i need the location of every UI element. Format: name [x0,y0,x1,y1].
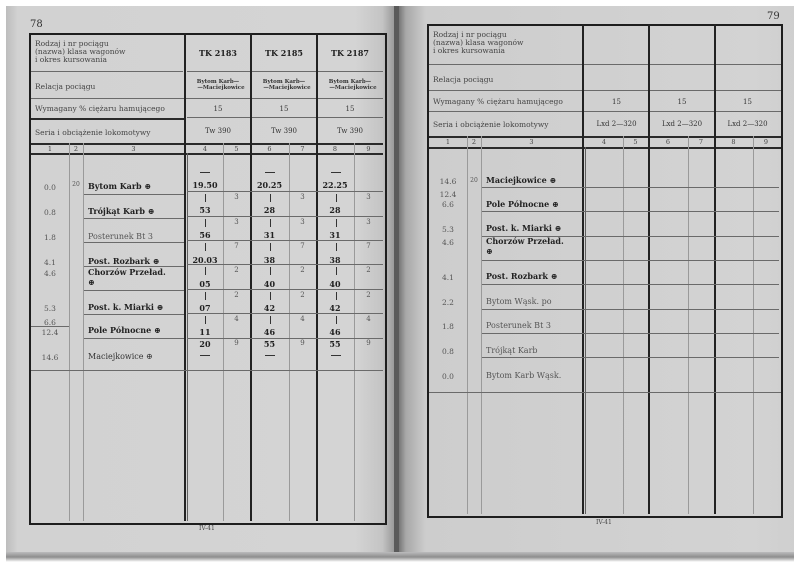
kilometer: 0.8 [442,347,454,356]
column-number: 9 [366,145,371,153]
running-time: 3 [234,218,239,226]
station-name[interactable]: Post. k. Miarki ⊕ [88,302,164,312]
locomotive-series: Lxd 2—320 [661,120,703,128]
divider [482,284,779,285]
column-number: 5 [633,138,638,146]
column-number: 3 [131,145,136,153]
pass-through-bar [205,194,206,202]
divider [187,240,383,241]
column-number: 5 [234,145,239,153]
divider [688,136,689,514]
time: 05 [199,279,211,289]
column-number: 4 [601,138,607,146]
pass-through-bar [336,219,337,227]
kilometer: 0.0 [44,183,56,192]
pass-through-bar [205,267,206,275]
kilometer: 6.6 [442,200,454,209]
train-number: TK 2187 [331,48,369,58]
column-number: 6 [267,145,272,153]
divider [482,357,779,358]
footer-code-right: IV-41 [596,519,612,526]
brake-percent: 15 [743,98,752,106]
pass-through-bar [270,194,271,202]
time: 38 [263,255,276,265]
divider [31,118,185,120]
kilometer: 4.6 [44,269,56,278]
time: 46 [263,327,276,337]
divider [31,98,383,99]
station-name[interactable]: Chorzów Przeład. [486,236,564,246]
station-name[interactable]: Bytom Karb ⊕ [88,181,152,191]
start-dash [331,172,341,173]
kilometer: 5.3 [442,225,454,234]
locomotive-series: Tw 390 [271,127,297,135]
running-time: 3 [300,218,305,226]
divider [84,218,184,219]
divider [481,136,482,514]
divider [187,71,383,72]
station-name[interactable]: Maciejkowice ⊕ [486,175,557,185]
time: 56 [199,230,211,240]
start-dash [265,172,275,173]
column-number: 1 [445,138,451,146]
pass-through-bar [270,243,271,251]
running-time: 2 [366,266,371,274]
pass-through-bar [205,292,206,300]
column-number: 4 [202,145,208,153]
book-spine [394,6,399,558]
running-time: 9 [234,339,239,347]
column-number: 6 [665,138,671,146]
divider [585,147,586,514]
kilometer: 12.4 [439,190,457,199]
kilometer: 5.3 [44,304,56,313]
running-time: 3 [366,218,371,226]
station-name[interactable]: Trójkąt Karb ⊕ [88,206,155,216]
time: 46 [329,327,341,337]
running-time: 3 [234,193,239,201]
locomotive-series: Lxd 2—320 [727,120,768,128]
station-name[interactable]: Chorzów Przeład. [88,267,166,277]
pass-through-bar [205,219,206,227]
divider [582,24,584,514]
kilometer: 1.8 [442,322,454,331]
time: 20.03 [192,255,218,265]
kilometer: 4.1 [44,258,56,267]
train-number: TK 2183 [199,48,237,58]
departure-time: 22.25 [322,180,348,190]
divider [187,117,383,118]
page-number-left: 78 [30,19,43,30]
pass-through-bar [270,267,271,275]
arrival-time: 55 [263,339,276,349]
running-time: 2 [300,266,305,274]
running-time: 3 [366,193,371,201]
station-name[interactable]: Posterunek Bt 3 [88,232,153,241]
running-time: 2 [234,291,239,299]
divider [187,216,383,217]
time: 40 [329,279,341,289]
station-name[interactable]: Post. Rozbark ⊕ [486,271,558,281]
running-time: 4 [234,315,239,323]
column-number: 2 [73,145,79,153]
divider [31,71,183,72]
departure-time: 20.25 [256,180,283,190]
departure-time: 19.50 [192,180,218,190]
running-time: 7 [234,242,239,250]
time: 28 [263,205,276,215]
divider [753,136,754,514]
divider [187,313,383,314]
running-time: 2 [366,291,371,299]
running-time: 7 [366,242,371,250]
header-relation-label: Relacja pociągu [35,82,96,91]
train-number: TK 2185 [265,48,303,58]
header-brake-label: Wymagany % ciężaru hamującego [433,97,563,106]
divider [84,290,184,291]
divider [84,338,184,339]
column-number: 2 [471,138,477,146]
header-brake-label: Wymagany % ciężaru hamującego [35,104,165,113]
end-dash [265,355,275,356]
kilometer: 12.4 [41,328,59,337]
header-loco-label: Seria i obciążenie lokomotywy [35,128,151,137]
divider [482,187,779,188]
time: 38 [329,255,341,265]
running-time: 9 [300,339,305,347]
brake-percent: 15 [213,105,223,113]
pass-through-bar [270,292,271,300]
pass-through-bar [336,243,337,251]
column-number: 7 [698,138,704,146]
pass-through-bar [336,267,337,275]
station-name[interactable]: Post. k. Miarki ⊕ [486,223,562,233]
pass-through-bar [205,316,206,324]
page-bottom-edge [6,552,794,562]
speed-limit: 20 [72,181,80,188]
kilometer: 0.8 [44,208,56,217]
divider [623,136,624,514]
divider [482,211,779,212]
kilometer: 2.2 [442,298,454,307]
divider [429,90,781,91]
locomotive-series: Lxd 2—320 [596,120,637,128]
column-number: 8 [332,145,338,153]
station-name[interactable]: Posterunek Bt 3 [486,321,551,330]
divider [429,111,781,112]
header-loco-label: Seria i obciążenie lokomotywy [433,120,549,129]
page-number-right: 79 [767,11,780,22]
running-time: 9 [366,339,371,347]
footer-code-left: IV-41 [199,525,215,532]
kilometer: 6.6 [44,318,56,327]
divider [482,309,779,310]
station-name[interactable]: Bytom Karb Wąsk. [486,371,562,380]
running-time: 2 [234,266,239,274]
running-time: 7 [300,242,305,250]
brake-percent: 15 [677,98,687,106]
divider [429,392,781,393]
time: 07 [199,303,211,313]
kilometer: 4.1 [442,273,454,282]
speed-limit: 20 [470,177,478,184]
pass-through-bar [270,316,271,324]
header-train-type-label: Rodzaj i nr pociągu (nazwa) klasa wagonów i okres kursowania [433,30,524,55]
station-name[interactable]: Maciejkowice ⊕ [88,352,153,361]
divider [83,143,84,521]
kilometer: 0.0 [442,372,454,381]
train-relation: Bytom Karb— —Maciejkowice [328,79,377,91]
station-name[interactable]: Pole Północne ⊕ [486,199,559,209]
kilometer: 14.6 [439,177,457,186]
time: 53 [199,205,211,215]
time: 31 [329,230,341,240]
end-dash [200,355,210,356]
locomotive-series: Tw 390 [337,127,363,135]
divider [429,64,781,65]
start-dash [200,172,210,173]
pass-through-bar [336,292,337,300]
train-relation: Bytom Karb— —Maciejkowice [196,79,245,91]
train-relation: Bytom Karb— —Maciejkowice [262,79,311,91]
running-time: 3 [300,193,305,201]
arrival-time: 55 [329,339,341,349]
divider [84,314,184,315]
time: 31 [263,230,276,240]
divider [187,289,383,290]
brake-percent: 15 [279,105,289,113]
station-name[interactable]: Pole Północne ⊕ [88,325,161,335]
station-symbol: ⊕ [88,277,95,287]
time: 11 [199,327,211,337]
pass-through-bar [336,194,337,202]
divider [84,242,184,243]
column-number: 9 [763,138,769,146]
header-train-type-label: Rodzaj i nr pociągu (nazwa) klasa wagonów i okres kursowania [35,39,126,64]
divider [482,333,779,334]
end-dash [331,355,341,356]
pass-through-bar [336,316,337,324]
station-name[interactable]: Trójkąt Karb [486,346,538,355]
kilometer: 14.6 [41,353,59,362]
running-time: 4 [366,315,371,323]
arrival-time: 20 [199,339,211,349]
running-time: 4 [300,315,305,323]
time: 42 [263,303,276,313]
column-number: 3 [529,138,534,146]
column-number: 7 [300,145,305,153]
locomotive-series: Tw 390 [205,127,231,135]
brake-percent: 15 [345,105,355,113]
column-number: 1 [47,145,53,153]
time: 42 [329,303,341,313]
station-name[interactable]: Post. Rozbark ⊕ [88,256,160,266]
divider [84,194,184,195]
pass-through-bar [270,219,271,227]
time: 28 [329,205,341,215]
brake-percent: 15 [612,98,621,106]
pass-through-bar [205,243,206,251]
kilometer: 1.8 [44,233,56,242]
time: 40 [263,279,276,289]
kilometer: 4.6 [442,238,454,247]
station-symbol: ⊕ [486,246,493,256]
divider [31,370,383,371]
column-number: 8 [731,138,736,146]
header-relation-label: Relacja pociągu [433,75,494,84]
running-time: 2 [300,291,305,299]
divider [482,260,779,261]
divider [187,191,383,192]
station-name[interactable]: Bytom Wąsk. po [486,297,552,306]
